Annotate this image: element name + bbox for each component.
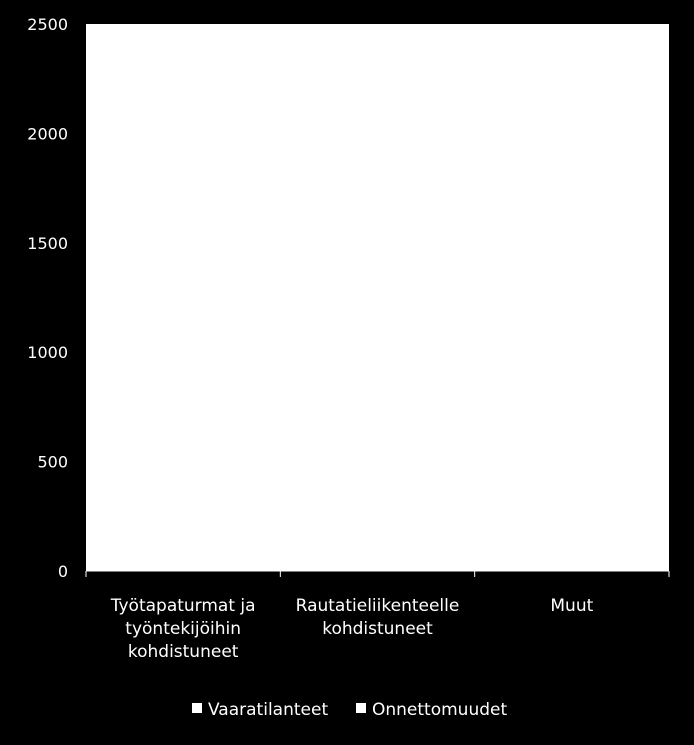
- legend-label: Vaaratilanteet: [208, 700, 329, 720]
- legend-swatch: [192, 703, 202, 713]
- y-tick-label: 2500: [27, 15, 68, 34]
- x-tick-label: Työtapaturmat ja työntekijöihin kohdistuneet: [110, 596, 256, 662]
- y-tick-label: 0: [57, 562, 68, 581]
- y-tick-label: 500: [37, 452, 68, 472]
- legend-swatch: [356, 703, 366, 713]
- legend-label: Onnettomuudet: [372, 700, 508, 720]
- plot-area: [86, 24, 669, 571]
- x-tick-label: Rautatieliikenteelle kohdistuneet: [295, 596, 460, 639]
- y-tick-label: 1500: [27, 233, 68, 253]
- x-tick-label: Muut: [550, 596, 594, 616]
- y-tick-label: 1000: [27, 343, 68, 363]
- y-tick-label: 2000: [27, 124, 68, 144]
